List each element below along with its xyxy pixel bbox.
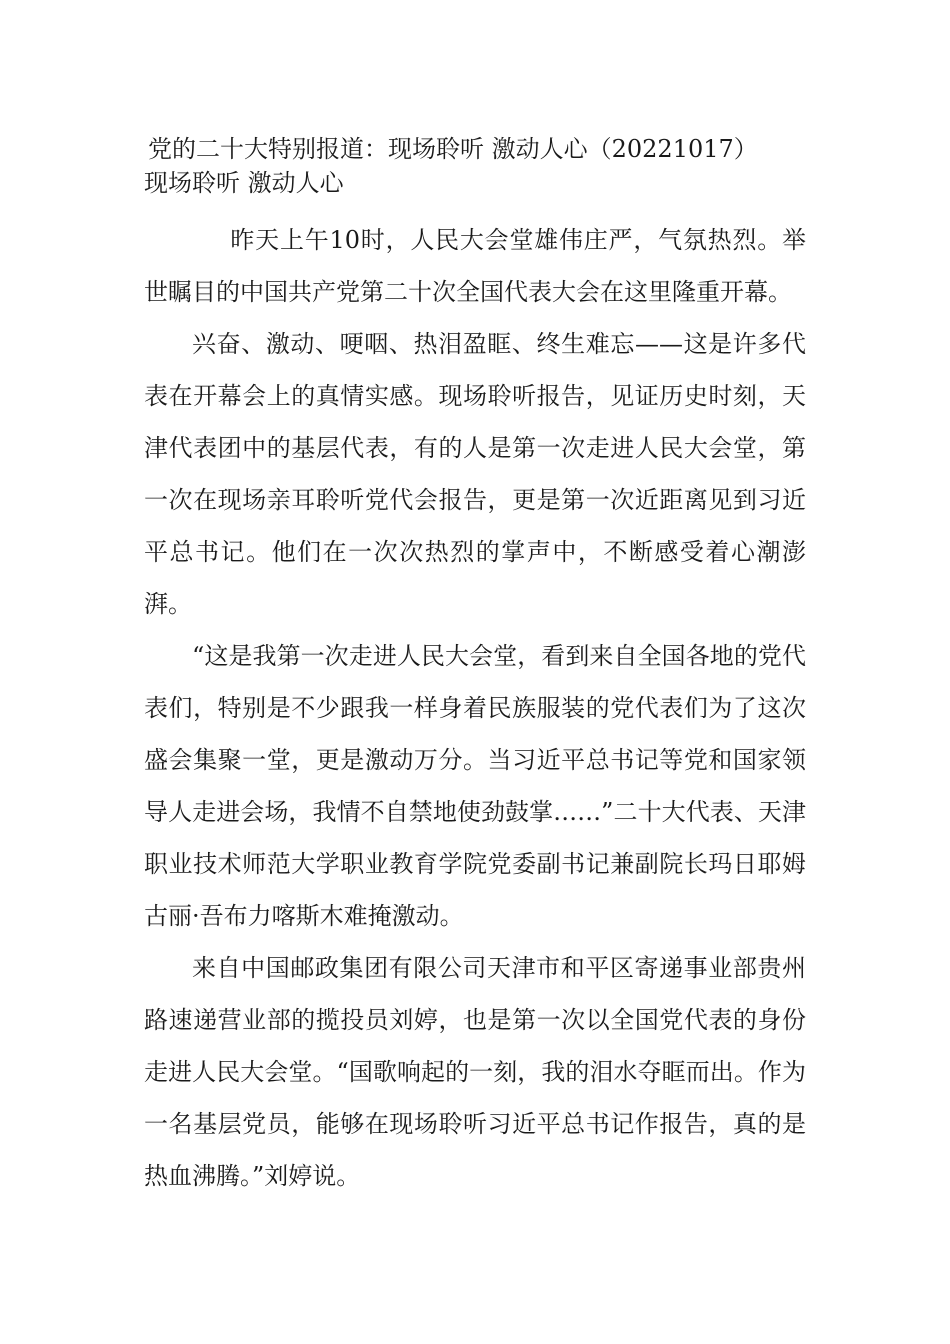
paragraph-3: “这是我第一次走进人民大会堂，看到来自全国各地的党代表们，特别是不少跟我一样身着民族服装的党代表们为了这次盛会集聚一堂，更是激动万分。当习近平总书记等党和国家领导人走进会场，我情不自禁地使劲鼓掌……”二十大代表、天津职业技术师范大学职业教育学院党委副书记兼副院长玛日耶姆古丽·吾布力喀斯木难掩激动。 — [144, 642, 806, 930]
paragraph-2: 兴奋、激动、哽咽、热泪盈眶、终生难忘——这是许多代表在开幕会上的真情实感。现场聆听报告，见证历史时刻，天津代表团中的基层代表，有的人是第一次走进人民大会堂，第一次在现场亲耳聆听党代会报告，更是第一次近距离见到习近平总书记。他们在一次次热烈的掌声中，不断感受着心潮澎湃。 — [144, 330, 806, 618]
paragraph-4: 来自中国邮政集团有限公司天津市和平区寄递事业部贵州路速递营业部的揽投员刘婷，也是第一次以全国党代表的身份走进人民大会堂。“国歌响起的一刻，我的泪水夺眶而出。作为一名基层党员，能够在现场聆听习近平总书记作报告，真的是热血沸腾。”刘婷说。 — [144, 954, 806, 1190]
article-body — [144, 132, 806, 1202]
article-subtitle: 现场聆听 激动人心 — [144, 169, 344, 197]
paragraph-1: 昨天上午10时，人民大会堂雄伟庄严，气氛热烈。举世瞩目的中国共产党第二十次全国代表大会在这里隆重开幕。 — [144, 226, 806, 306]
article-title: 党的二十大特别报道：现场聆听 激动人心（20221017） — [148, 135, 758, 163]
